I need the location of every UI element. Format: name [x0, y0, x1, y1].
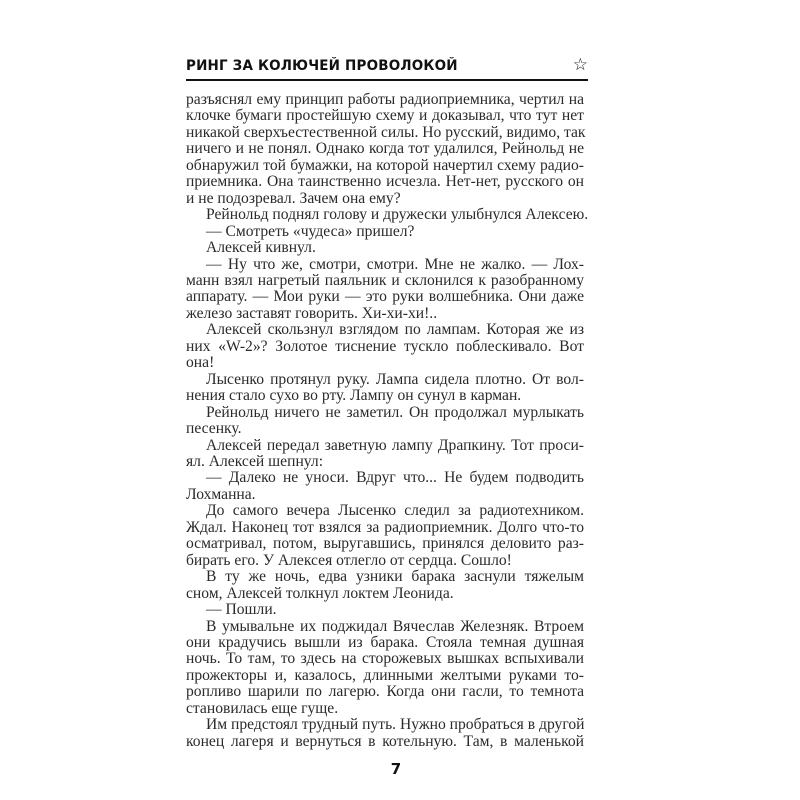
body-text — [186, 91, 589, 750]
text-line: железо заставят говорить. Хи-хи-хи!.. — [186, 304, 438, 322]
text-line: и не подозревал. Зачем она ему? — [186, 189, 401, 207]
running-header — [186, 55, 588, 80]
text-line: разъяснял ему принцип работы радиоприемника, чертил на — [186, 91, 584, 108]
paragraph — [186, 438, 584, 471]
paragraph — [186, 224, 584, 240]
text-line: она! — [186, 354, 215, 372]
text-line: — Смотреть «чудеса» пришел? — [206, 222, 415, 240]
text-line: песенку. — [186, 420, 242, 438]
text-line: Рейнольд ничего не заметил. Он продолжал мурлыкать — [206, 403, 584, 421]
paragraph — [186, 717, 584, 750]
text-line: сном, Алексей толкнул локтем Леонида. — [186, 584, 454, 602]
text-line: становилась еще гуще. — [186, 699, 339, 717]
text-line: клочке бумаги простейшую схему и доказывал, что тут нет — [186, 107, 584, 125]
text-line: аппарату. — Мои руки — это руки волшебника. Они даже — [186, 288, 584, 306]
paragraph — [186, 503, 584, 569]
paragraph — [186, 92, 584, 207]
paragraph — [186, 322, 584, 371]
text-line: конец лагеря и вернуться в котельную. Там, в маленькой — [186, 732, 584, 750]
text-line: никакой сверхъестественной силы. Но русский, видимо, так — [186, 123, 586, 141]
paragraph — [186, 470, 584, 503]
text-line: Ждал. Наконец тот взялся за радиоприемник. Долго что-то — [186, 518, 584, 536]
paragraph — [186, 206, 589, 224]
paragraph — [186, 619, 584, 718]
text-line: ночь. То там, то здесь на сторожевых вышках вспыхивали — [186, 650, 584, 668]
text-line: Лохманна. — [186, 485, 256, 503]
text-line: ничего и не понял. Однако когда тот удалился, Рейнольд не — [186, 140, 584, 158]
text-line: прожекторы и, казалось, длинными желтыми руками то- — [186, 666, 584, 684]
paragraph — [186, 240, 584, 256]
text-line: осматривал, потом, выругавшись, принялся деловито раз- — [186, 535, 584, 553]
text-line: обнаружил той бумажки, на которой начертил схему радио- — [186, 156, 584, 174]
text-line: бирать его. У Алексея отлегло от сердца. Сошло! — [186, 551, 512, 569]
paragraph — [186, 405, 584, 438]
text-line: Лысенко протянул руку. Лампа сидела плотно. От вол- — [206, 370, 584, 388]
text-line: приемника. Она таинственно исчезла. Нет-нет, русского он — [186, 173, 584, 191]
text-line: ял. Алексей шепнул: — [186, 452, 324, 470]
text-line: В ту же ночь, едва узники барака заснули тяжелым — [206, 568, 584, 586]
text-line: ропливо шарили по лагерю. Когда они гасли, то темнота — [186, 683, 584, 701]
star-icon: ☆ — [572, 55, 588, 75]
text-line: В умывальне их поджидал Вячеслав Железняк. Втроем — [206, 617, 584, 635]
text-line: — Ну что же, смотри, смотри. Мне не жалко. — Лох- — [206, 255, 584, 273]
paragraph — [186, 257, 584, 323]
paragraph — [186, 569, 584, 602]
paragraph — [186, 602, 584, 618]
text-line: Алексей передал заветную лампу Драпкину. Тот проси- — [206, 436, 584, 454]
paragraph — [186, 372, 584, 405]
text-line: них «W-2»? Золотое тиснение тускло поблескивало. Вот — [186, 337, 584, 355]
text-line: Алексей скользнул взглядом по лампам. Которая же из — [206, 321, 584, 339]
text-line: Им предстоял трудный путь. Нужно пробраться в другой — [206, 716, 585, 734]
running-header-title: РИНГ ЗА КОЛЮЧЕЙ ПРОВОЛОКОЙ — [186, 58, 458, 74]
text-line: До самого вечера Лысенко следил за радиотехником. — [206, 502, 584, 520]
text-line: — Пошли. — [206, 601, 277, 619]
text-line: Рейнольд поднял голову и дружески улыбнулся Алексею. — [206, 206, 589, 224]
text-line: манн взял нагретый паяльник и склонился к разобранному — [186, 271, 584, 289]
text-line: они крадучись вышли из барака. Стояла темная душная — [186, 633, 584, 651]
text-line: — Далеко не уноси. Вдруг что... Не будем подводить — [206, 469, 584, 487]
text-line: нения стало сухо во рту. Лампу он сунул в карман. — [186, 387, 522, 405]
page-number: 7 — [390, 760, 402, 778]
text-line: Алексей кивнул. — [206, 239, 316, 257]
header-rule — [186, 79, 588, 81]
